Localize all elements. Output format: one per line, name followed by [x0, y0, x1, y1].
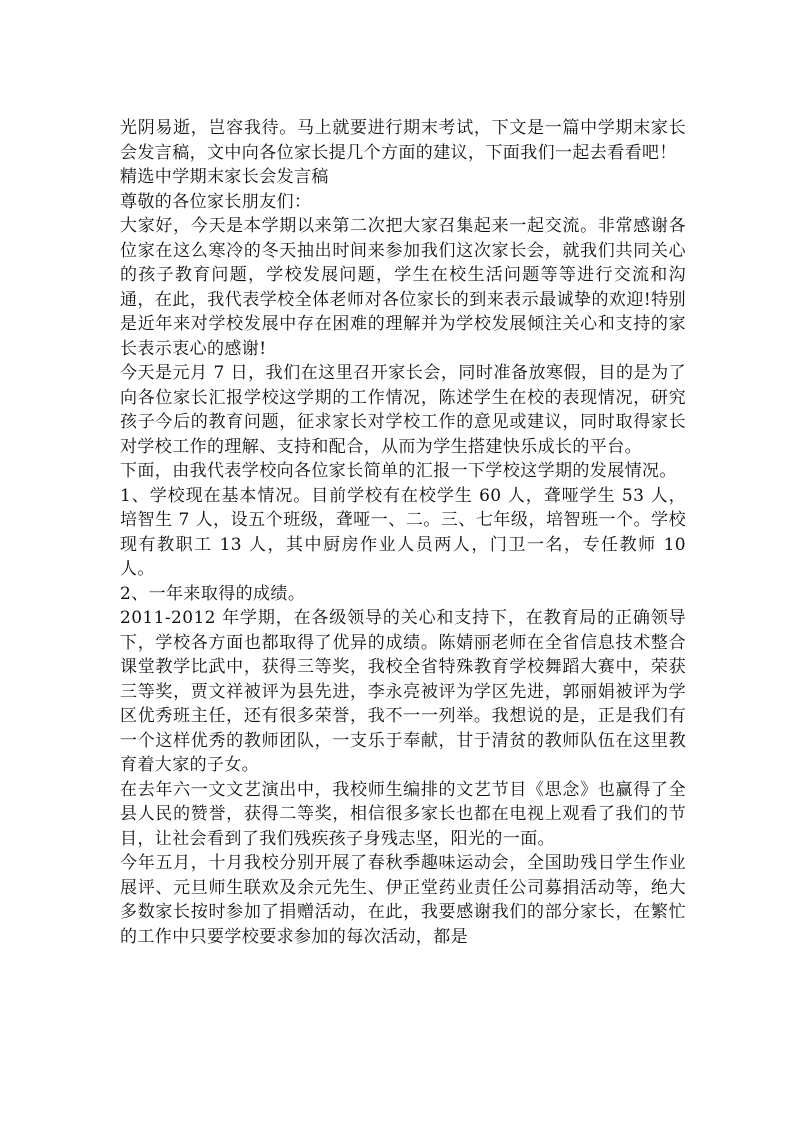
- performance-paragraph: 在去年六一文文艺演出中，我校师生编排的文艺节目《思念》也赢得了全县人民的赞誉，获得二等奖，相信很多家长也都在电视上观看了我们的节目，让社会看到了我们残疾孩子身残志坚，阳光的一面。: [120, 779, 686, 849]
- purpose-paragraph: 今天是元月 7 日，我们在这里召开家长会，同时准备放寒假，目的是为了向各位家长汇报学校这学期的工作情况，陈述学生在校的表现情况，研究孩子今后的教育问题，征求家长对学校工作的意见或建议，同时取得家长对学校工作的理解、支持和配合，从而为学生搭建快乐成长的平台。: [120, 363, 686, 457]
- intro-paragraph: 光阴易逝，岂容我待。马上就要进行期末考试，下文是一篇中学期末家长会发言稿，文中向各位家长提几个方面的建议，下面我们一起去看看吧！: [120, 118, 686, 163]
- greeting-paragraph: 大家好，今天是本学期以来第二次把大家召集起来一起交流。非常感谢各位家在这么寒冷的冬天抽出时间来参加我们这次家长会，就我们共同关心的孩子教育问题，学校发展问题，学生在校生活问题等等进行交流和沟通，在此，我代表学校全体老师对各位家长的到来表示最诚挚的欢迎!特别是近年来对学校发展中存在困难的理解并为学校发展倾注关心和支持的家长表示衷心的感谢!: [120, 216, 686, 359]
- salutation: 尊敬的各位家长朋友们：: [120, 191, 312, 212]
- achievements-heading: 2、一年来取得的成绩。: [120, 583, 306, 604]
- activities-paragraph: 今年五月，十月我校分别开展了春秋季趣味运动会，全国助残日学生作业展评、元旦师生联欢及余元先生、伊正堂药业责任公司募捐活动等，绝大多数家长按时参加了捐赠活动，在此，我要感谢我们的部分家长，在繁忙的工作中只要学校要求参加的每次活动，都是: [120, 853, 686, 947]
- document-title: 精选中学期末家长会发言稿: [120, 167, 329, 187]
- basic-info-paragraph: 1、学校现在基本情况。目前学校有在校学生 60 人，聋哑学生 53 人，培智生 7 人，设五个班级，聋哑一、二。三、七年级，培智班一个。学校现有教职工 13 人，其中厨房作业人员两人，门卫一名，专任教师 10 人。: [120, 485, 686, 579]
- document-body: [120, 116, 686, 949]
- achievements-paragraph: 2011-2012 年学期，在各级领导的关心和支持下，在教育局的正确领导下，学校各方面也都取得了优异的成绩。陈婧丽老师在全省信息技术整合课堂教学比武中，获得三等奖，我校全省特殊教育学校舞蹈大赛中，荣获三等奖，贾文祥被评为县先进，李永亮被评为学区先进，郭丽娟被评为学区优秀班主任，还有很多荣誉，我不一一列举。我想说的是，正是我们有一个这样优秀的教师团队，一支乐于奉献，甘于清贫的教师队伍在这里教育着大家的子女。: [120, 608, 686, 775]
- report-intro-paragraph: 下面，由我代表学校向各位家长简单的汇报一下学校这学期的发展情况。: [120, 461, 677, 481]
